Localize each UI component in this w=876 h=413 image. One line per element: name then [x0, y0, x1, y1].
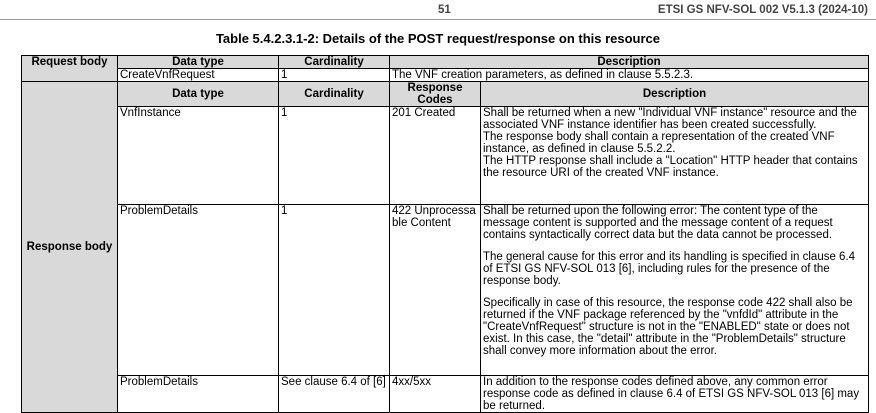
response-cardinality: 1	[279, 107, 390, 205]
description-paragraph: Specifically in case of this resource, the response code 422 shall also be returned if the VNF package referenced by the "vnfdId" attribute in the "CreateVnfRequest" structure is not in the "ENABLED" state or does not exist. In this case, the "detail" attribute in the "ProblemDetails" structure shall convey more information about the error.	[483, 297, 853, 357]
page-header	[0, 0, 876, 22]
request-datatype-header: Data type	[118, 56, 279, 69]
request-datatype: CreateVnfRequest	[118, 69, 279, 82]
request-row	[22, 69, 869, 82]
response-cardinality: 1	[279, 205, 390, 376]
post-details-table	[21, 55, 869, 413]
table-row	[22, 107, 869, 205]
response-description: In addition to the response codes defined above, any common error response code as defined in clause 6.4 of ETSI GS NFV-SOL 013 [6] may be returned.	[481, 376, 869, 413]
description-paragraph: Shall be returned upon the following error: The content type of the message content is supported and the message content of a request contains syntactically correct data but the data cannot be processed.	[483, 205, 833, 241]
response-codes-header: Response Codes	[390, 82, 481, 107]
response-datatype: VnfInstance	[118, 107, 279, 205]
response-code: 201 Created	[390, 107, 481, 205]
response-description	[481, 205, 869, 376]
request-cardinality: 1	[279, 69, 390, 82]
request-header-row	[22, 56, 869, 69]
response-code: 422 Unprocessable Content	[390, 205, 481, 376]
response-code: 4xx/5xx	[390, 376, 481, 413]
response-body-label: Response body	[22, 82, 118, 413]
response-cardinality: See clause 6.4 of [6]	[279, 376, 390, 413]
document-id: ETSI GS NFV-SOL 002 V5.1.3 (2024-10)	[657, 4, 868, 16]
header-rule	[0, 19, 876, 20]
request-description: The VNF creation parameters, as defined in clause 5.5.2.3.	[390, 69, 869, 82]
response-description: Shall be returned when a new "Individual VNF instance" resource and the associated VNF instance identifier has been created successfully. The response body shall contain a representation of the created VNF instance, as defined in clause 5.5.2.2. The HTTP response shall include a "Location" HTTP header that contains the resource URI of the created VNF instance.	[481, 107, 869, 205]
response-cardinality-header: Cardinality	[279, 82, 390, 107]
request-body-label: Request body	[22, 56, 118, 82]
table-row	[22, 376, 869, 413]
page-number: 51	[438, 4, 451, 16]
response-header-row	[22, 82, 869, 107]
table-caption: Table 5.4.2.3.1-2: Details of the POST request/response on this resource	[215, 31, 661, 46]
response-datatype: ProblemDetails	[118, 205, 279, 376]
request-cardinality-header: Cardinality	[279, 56, 390, 69]
description-paragraph: The general cause for this error and its handling is specified in clause 6.4 of ETSI GS NFV-SOL 013 [6], including rules for the presence of the response body.	[483, 251, 856, 287]
response-datatype-header: Data type	[118, 82, 279, 107]
response-description-header: Description	[481, 82, 869, 107]
table-row	[22, 205, 869, 376]
response-datatype: ProblemDetails	[118, 376, 279, 413]
request-description-header: Description	[390, 56, 869, 69]
